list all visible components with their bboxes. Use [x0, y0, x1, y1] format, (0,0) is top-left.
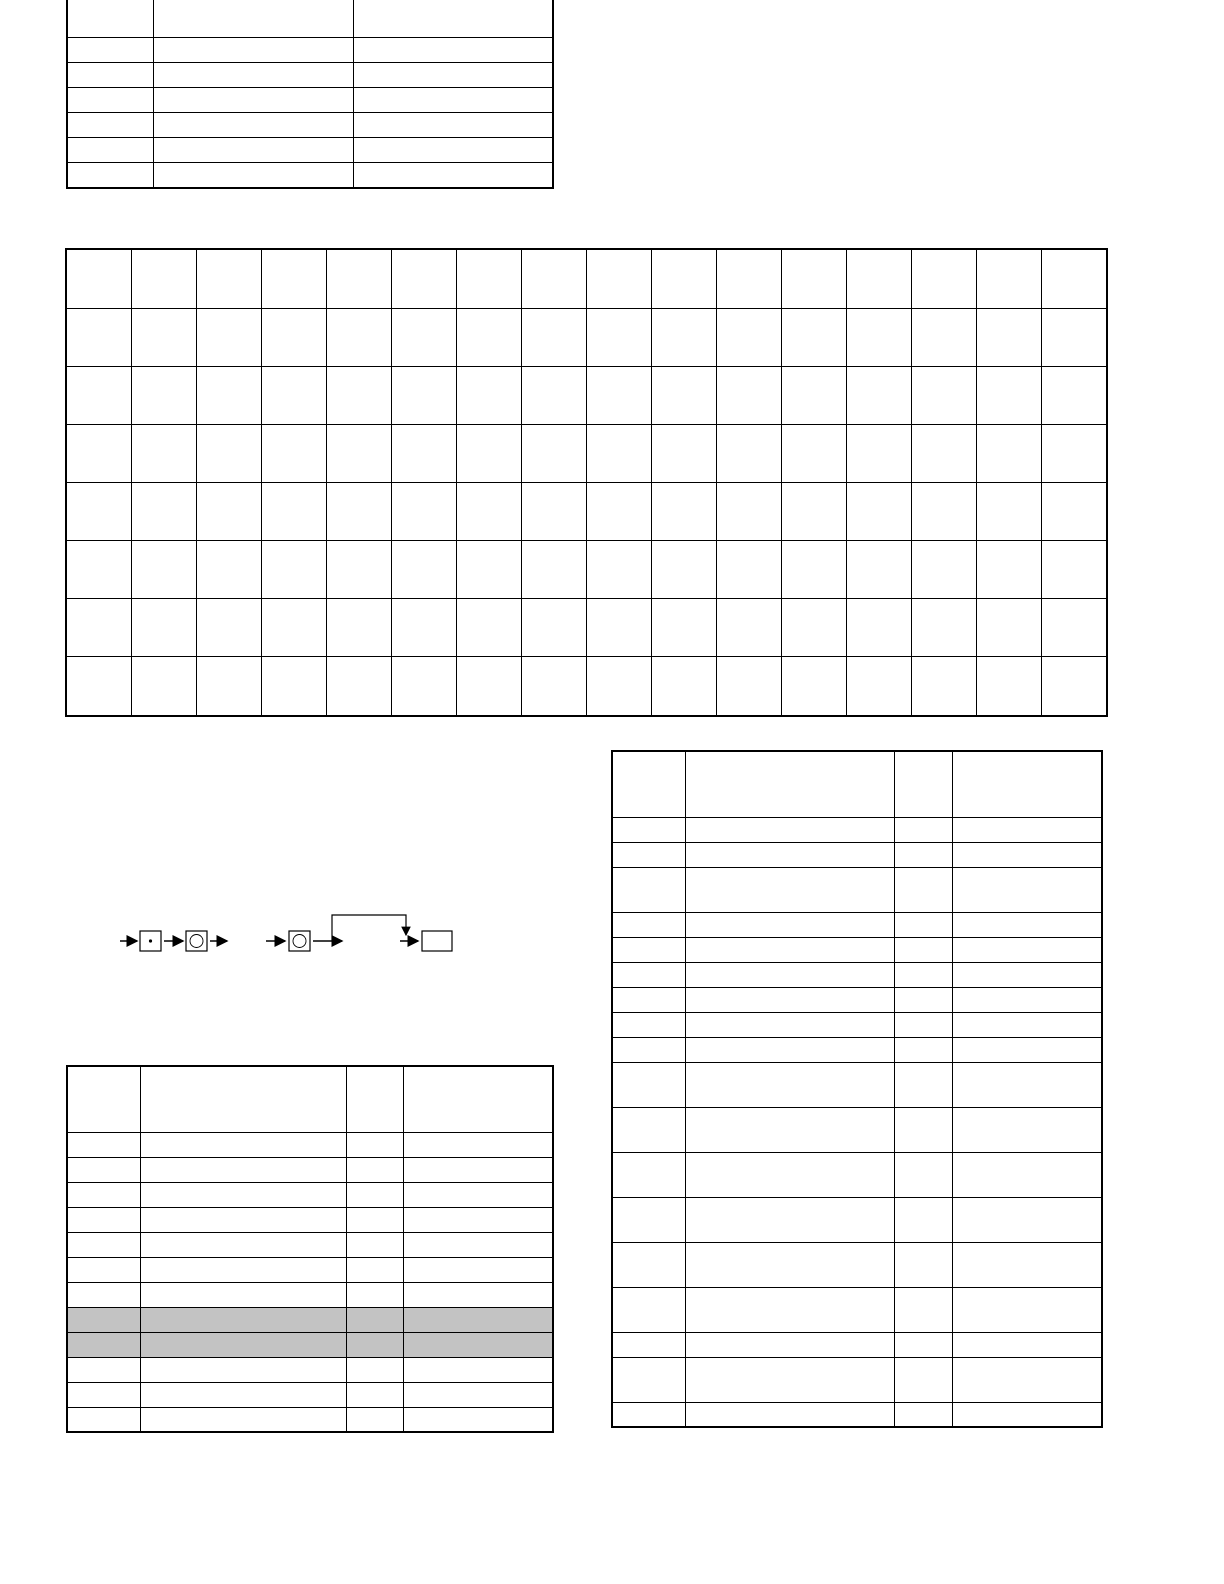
table-cell — [846, 366, 911, 424]
table-row — [612, 1012, 1102, 1037]
table-cell — [781, 249, 846, 308]
wide-grid — [65, 248, 1108, 717]
table-cell — [781, 656, 846, 716]
table-cell — [846, 482, 911, 540]
table-cell — [846, 424, 911, 482]
table-cell — [456, 249, 521, 308]
table-cell — [326, 598, 391, 656]
table-cell — [1041, 540, 1107, 598]
table-cell — [716, 249, 781, 308]
table-cell — [612, 962, 685, 987]
table-cell — [391, 249, 456, 308]
table-row — [612, 1107, 1102, 1152]
table-cell — [716, 540, 781, 598]
shaded-table-row — [67, 1307, 553, 1332]
table-cell — [952, 962, 1102, 987]
table-cell — [894, 751, 952, 817]
table-cell — [651, 424, 716, 482]
table-row — [67, 88, 553, 113]
table-cell — [456, 598, 521, 656]
table-row — [612, 1287, 1102, 1332]
table-cell — [261, 249, 326, 308]
table-cell — [685, 1357, 894, 1402]
table-cell — [1041, 249, 1107, 308]
table-cell — [952, 867, 1102, 912]
table-cell — [612, 912, 685, 937]
table-row — [66, 424, 1107, 482]
table-row — [67, 113, 553, 138]
table-cell — [685, 1197, 894, 1242]
table-row — [66, 308, 1107, 366]
table-cell — [66, 424, 131, 482]
table-cell — [521, 424, 586, 482]
table-cell — [196, 656, 261, 716]
table-row — [612, 1332, 1102, 1357]
table-cell — [612, 1152, 685, 1197]
table-row — [612, 1152, 1102, 1197]
table-cell — [261, 308, 326, 366]
table-cell — [894, 1062, 952, 1107]
table-cell — [261, 598, 326, 656]
table-row — [612, 1037, 1102, 1062]
table-cell — [846, 540, 911, 598]
table-cell — [612, 1012, 685, 1037]
table-cell — [952, 1332, 1102, 1357]
table-cell — [894, 817, 952, 842]
table-cell — [911, 366, 976, 424]
table-cell — [521, 482, 586, 540]
table-cell — [391, 424, 456, 482]
table-cell — [391, 656, 456, 716]
table-cell — [521, 249, 586, 308]
table-cell — [911, 308, 976, 366]
table-cell — [894, 1107, 952, 1152]
table-cell — [131, 424, 196, 482]
table-cell — [66, 366, 131, 424]
table-cell — [612, 1287, 685, 1332]
table-cell — [326, 656, 391, 716]
table-cell — [894, 1332, 952, 1357]
table-cell — [781, 540, 846, 598]
table-cell — [685, 1242, 894, 1287]
table-row — [612, 987, 1102, 1012]
table-cell — [586, 598, 651, 656]
table-cell — [846, 656, 911, 716]
dot-key-icon — [140, 931, 161, 951]
table-cell — [326, 482, 391, 540]
table-cell — [66, 598, 131, 656]
bottom-left-table — [66, 1065, 554, 1433]
table-row — [67, 163, 553, 188]
table-cell — [894, 962, 952, 987]
table-cell — [586, 540, 651, 598]
table-cell — [685, 1037, 894, 1062]
table-cell — [326, 308, 391, 366]
table-row — [67, 1132, 553, 1157]
table-cell — [391, 482, 456, 540]
table-cell — [894, 987, 952, 1012]
table-cell — [911, 598, 976, 656]
table-cell — [326, 366, 391, 424]
table-cell — [952, 912, 1102, 937]
table-cell — [976, 366, 1041, 424]
table-header-row — [67, 1066, 553, 1132]
table-cell — [976, 598, 1041, 656]
table-cell — [586, 249, 651, 308]
table-cell — [716, 656, 781, 716]
table-row — [612, 1242, 1102, 1287]
table-cell — [952, 1062, 1102, 1107]
table-cell — [521, 598, 586, 656]
table-cell — [894, 912, 952, 937]
table-cell — [261, 482, 326, 540]
table-row — [67, 1282, 553, 1307]
table-cell — [612, 1242, 685, 1287]
top-table — [66, 0, 554, 189]
table-cell — [952, 1012, 1102, 1037]
table-cell — [716, 482, 781, 540]
table-row — [67, 63, 553, 88]
table-cell — [911, 249, 976, 308]
table-cell — [685, 1152, 894, 1197]
table-cell — [952, 751, 1102, 817]
table-cell — [651, 656, 716, 716]
table-row — [67, 1382, 553, 1407]
table-row — [67, 1207, 553, 1232]
table-row — [612, 867, 1102, 912]
table-cell — [391, 308, 456, 366]
shaded-table-row — [67, 1332, 553, 1357]
key-sequence-diagram — [110, 905, 470, 965]
table-cell — [685, 1287, 894, 1332]
table-cell — [261, 656, 326, 716]
table-cell — [685, 962, 894, 987]
table-cell — [1041, 308, 1107, 366]
table-cell — [685, 1062, 894, 1107]
table-row — [67, 1407, 553, 1432]
table-cell — [612, 867, 685, 912]
table-row — [612, 1062, 1102, 1107]
table-header-row — [66, 249, 1107, 308]
table-cell — [521, 656, 586, 716]
table-row — [67, 38, 553, 63]
table-cell — [131, 540, 196, 598]
table-cell — [976, 656, 1041, 716]
table-row — [67, 1232, 553, 1257]
table-cell — [781, 482, 846, 540]
table-row — [612, 842, 1102, 867]
table-cell — [391, 598, 456, 656]
table-cell — [586, 308, 651, 366]
table-cell — [716, 308, 781, 366]
table-cell — [456, 540, 521, 598]
right-table — [611, 750, 1103, 1428]
table-cell — [952, 842, 1102, 867]
result-box-icon — [422, 931, 452, 951]
table-cell — [685, 987, 894, 1012]
table-cell — [131, 366, 196, 424]
table-cell — [456, 424, 521, 482]
table-cell — [911, 540, 976, 598]
table-cell — [952, 1037, 1102, 1062]
table-cell — [781, 424, 846, 482]
table-cell — [781, 308, 846, 366]
table-cell — [894, 1012, 952, 1037]
table-cell — [66, 540, 131, 598]
table-cell — [894, 1242, 952, 1287]
table-cell — [521, 308, 586, 366]
table-cell — [612, 1402, 685, 1427]
table-cell — [612, 1107, 685, 1152]
table-cell — [66, 249, 131, 308]
table-cell — [651, 540, 716, 598]
table-cell — [456, 482, 521, 540]
table-cell — [685, 751, 894, 817]
table-cell — [952, 817, 1102, 842]
table-cell — [586, 424, 651, 482]
table-cell — [391, 366, 456, 424]
table-cell — [196, 482, 261, 540]
table-cell — [521, 540, 586, 598]
table-row — [612, 1402, 1102, 1427]
table-row — [612, 962, 1102, 987]
table-cell — [326, 540, 391, 598]
table-cell — [952, 1197, 1102, 1242]
table-row — [67, 1182, 553, 1207]
table-cell — [685, 1402, 894, 1427]
table-cell — [781, 598, 846, 656]
table-cell — [894, 937, 952, 962]
table-cell — [586, 366, 651, 424]
table-cell — [685, 1332, 894, 1357]
table-cell — [612, 1197, 685, 1242]
table-cell — [781, 366, 846, 424]
table-cell — [66, 656, 131, 716]
table-cell — [952, 1357, 1102, 1402]
table-cell — [456, 656, 521, 716]
table-cell — [685, 937, 894, 962]
table-cell — [1041, 482, 1107, 540]
table-cell — [651, 598, 716, 656]
table-cell — [952, 1402, 1102, 1427]
table-cell — [976, 540, 1041, 598]
table-cell — [894, 1287, 952, 1332]
table-cell — [846, 308, 911, 366]
table-cell — [651, 249, 716, 308]
table-cell — [894, 1152, 952, 1197]
table-cell — [196, 366, 261, 424]
table-cell — [894, 842, 952, 867]
table-cell — [952, 987, 1102, 1012]
circle-key-icon — [186, 931, 207, 951]
table-cell — [685, 1012, 894, 1037]
table-cell — [456, 366, 521, 424]
table-cell — [196, 540, 261, 598]
table-cell — [976, 424, 1041, 482]
table-cell — [1041, 366, 1107, 424]
table-header-row — [67, 0, 553, 38]
table-cell — [131, 482, 196, 540]
table-row — [67, 1257, 553, 1282]
table-row — [66, 540, 1107, 598]
table-row — [612, 1197, 1102, 1242]
table-cell — [456, 308, 521, 366]
table-cell — [391, 540, 456, 598]
table-cell — [66, 308, 131, 366]
table-cell — [651, 308, 716, 366]
table-cell — [131, 249, 196, 308]
table-row — [612, 937, 1102, 962]
table-cell — [952, 1107, 1102, 1152]
table-cell — [976, 482, 1041, 540]
table-cell — [685, 817, 894, 842]
table-cell — [261, 424, 326, 482]
table-row — [66, 482, 1107, 540]
table-cell — [911, 656, 976, 716]
table-cell — [952, 1287, 1102, 1332]
table-cell — [911, 482, 976, 540]
table-cell — [612, 1037, 685, 1062]
table-cell — [196, 249, 261, 308]
table-cell — [685, 842, 894, 867]
table-cell — [326, 249, 391, 308]
table-cell — [612, 937, 685, 962]
circle-key-icon — [289, 931, 310, 951]
bypass-line — [332, 915, 406, 941]
table-cell — [894, 867, 952, 912]
table-cell — [716, 424, 781, 482]
table-cell — [952, 1242, 1102, 1287]
table-cell — [612, 1332, 685, 1357]
table-cell — [1041, 656, 1107, 716]
table-cell — [716, 366, 781, 424]
table-cell — [612, 751, 685, 817]
table-cell — [952, 937, 1102, 962]
table-cell — [894, 1197, 952, 1242]
table-cell — [66, 482, 131, 540]
table-row — [612, 912, 1102, 937]
table-cell — [846, 249, 911, 308]
table-cell — [612, 1357, 685, 1402]
table-cell — [196, 598, 261, 656]
table-cell — [261, 540, 326, 598]
table-cell — [846, 598, 911, 656]
table-cell — [976, 308, 1041, 366]
table-cell — [911, 424, 976, 482]
table-cell — [521, 366, 586, 424]
table-cell — [894, 1357, 952, 1402]
table-cell — [196, 308, 261, 366]
table-row — [612, 817, 1102, 842]
table-cell — [586, 482, 651, 540]
table-cell — [685, 1107, 894, 1152]
table-cell — [612, 1062, 685, 1107]
table-cell — [685, 912, 894, 937]
table-row — [67, 1157, 553, 1182]
table-row — [66, 598, 1107, 656]
table-cell — [131, 598, 196, 656]
table-cell — [685, 867, 894, 912]
table-cell — [326, 424, 391, 482]
table-row — [66, 366, 1107, 424]
table-cell — [612, 842, 685, 867]
table-cell — [894, 1037, 952, 1062]
table-header-row — [612, 751, 1102, 817]
table-cell — [1041, 598, 1107, 656]
table-row — [67, 1357, 553, 1382]
table-row — [67, 138, 553, 163]
table-cell — [586, 656, 651, 716]
table-cell — [952, 1152, 1102, 1197]
table-row — [66, 656, 1107, 716]
table-cell — [612, 817, 685, 842]
table-cell — [1041, 424, 1107, 482]
table-row — [612, 1357, 1102, 1402]
table-cell — [261, 366, 326, 424]
table-cell — [612, 987, 685, 1012]
table-cell — [976, 249, 1041, 308]
table-cell — [131, 656, 196, 716]
table-cell — [196, 424, 261, 482]
table-cell — [716, 598, 781, 656]
table-cell — [651, 366, 716, 424]
table-cell — [651, 482, 716, 540]
table-cell — [894, 1402, 952, 1427]
table-cell — [131, 308, 196, 366]
